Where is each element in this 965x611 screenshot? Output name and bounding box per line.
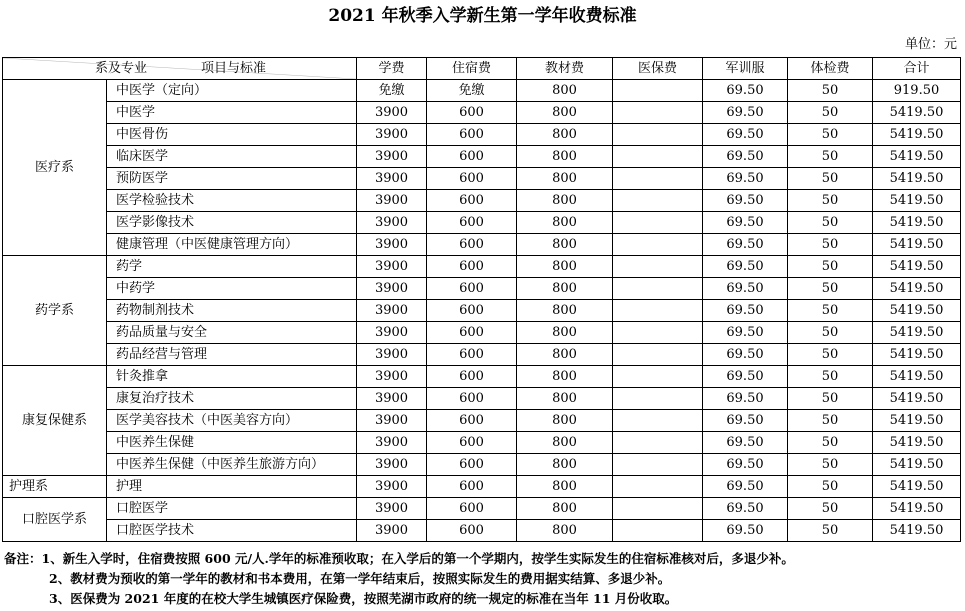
uniform-cell: 69.50 (703, 432, 788, 454)
uniform-cell: 69.50 (703, 322, 788, 344)
uniform-cell: 69.50 (703, 168, 788, 190)
textbook-cell: 800 (517, 212, 613, 234)
total-cell: 5419.50 (873, 212, 961, 234)
textbook-cell: 800 (517, 498, 613, 520)
major-cell: 口腔医学技术 (107, 520, 357, 542)
major-cell: 药品经营与管理 (107, 344, 357, 366)
accommodation-cell: 600 (427, 256, 517, 278)
header-tuition: 学费 (357, 58, 427, 80)
notes-section (4, 549, 962, 609)
textbook-cell: 800 (517, 278, 613, 300)
accommodation-cell: 600 (427, 432, 517, 454)
medical-insurance-cell (613, 256, 703, 278)
textbook-cell: 800 (517, 476, 613, 498)
major-cell: 临床医学 (107, 146, 357, 168)
total-cell: 5419.50 (873, 366, 961, 388)
accommodation-cell: 600 (427, 102, 517, 124)
uniform-cell: 69.50 (703, 80, 788, 102)
tuition-cell: 3900 (357, 454, 427, 476)
medical-insurance-cell (613, 102, 703, 124)
header-corner-item-label: 项目与标准 (201, 61, 267, 76)
total-cell: 919.50 (873, 80, 961, 102)
physical-exam-cell: 50 (788, 146, 873, 168)
table-row (3, 322, 961, 344)
uniform-cell: 69.50 (703, 366, 788, 388)
medical-insurance-cell (613, 146, 703, 168)
note-1: 备注：1、新生入学时，住宿费按照 600 元/人.学年的标准预收取；在入学后的第一个学期内，按学生实际发生的住宿标准核对后，多退少补。 (4, 551, 794, 566)
accommodation-cell: 600 (427, 388, 517, 410)
tuition-cell: 3900 (357, 124, 427, 146)
medical-insurance-cell (613, 124, 703, 146)
table-row (3, 366, 961, 388)
physical-exam-cell: 50 (788, 520, 873, 542)
textbook-cell: 800 (517, 366, 613, 388)
fee-table-body (3, 80, 961, 542)
textbook-cell: 800 (517, 300, 613, 322)
textbook-cell: 800 (517, 168, 613, 190)
total-cell: 5419.50 (873, 102, 961, 124)
table-row (3, 520, 961, 542)
medical-insurance-cell (613, 344, 703, 366)
uniform-cell: 69.50 (703, 344, 788, 366)
textbook-cell: 800 (517, 124, 613, 146)
physical-exam-cell: 50 (788, 454, 873, 476)
medical-insurance-cell (613, 366, 703, 388)
accommodation-cell: 600 (427, 212, 517, 234)
table-row (3, 168, 961, 190)
textbook-cell: 800 (517, 322, 613, 344)
medical-insurance-cell (613, 190, 703, 212)
total-cell: 5419.50 (873, 388, 961, 410)
medical-insurance-cell (613, 432, 703, 454)
tuition-cell: 3900 (357, 102, 427, 124)
uniform-cell: 69.50 (703, 300, 788, 322)
tuition-cell: 3900 (357, 190, 427, 212)
accommodation-cell: 600 (427, 366, 517, 388)
physical-exam-cell: 50 (788, 190, 873, 212)
total-cell: 5419.50 (873, 256, 961, 278)
tuition-cell: 3900 (357, 498, 427, 520)
tuition-cell: 3900 (357, 388, 427, 410)
uniform-cell: 69.50 (703, 498, 788, 520)
note-2: 2、教材费为预收的第一学年的教材和书本费用，在第一学年结束后，按照实际发生的费用据实结算、多退少补。 (49, 571, 671, 586)
tuition-cell: 3900 (357, 366, 427, 388)
major-cell: 预防医学 (107, 168, 357, 190)
department-cell: 护理系 (3, 476, 107, 498)
accommodation-cell: 600 (427, 520, 517, 542)
tuition-cell: 3900 (357, 432, 427, 454)
major-cell: 针灸推拿 (107, 366, 357, 388)
uniform-cell: 69.50 (703, 410, 788, 432)
table-row (3, 124, 961, 146)
header-row (3, 58, 961, 80)
department-cell: 口腔医学系 (3, 498, 107, 542)
note-3: 3、医保费为 2021 年度的在校大学生城镇医疗保险费，按照芜湖市政府的统一规定的标准在当年 11 月份收取。 (49, 591, 678, 606)
table-row (3, 498, 961, 520)
tuition-cell: 3900 (357, 212, 427, 234)
tuition-cell: 3900 (357, 344, 427, 366)
major-cell: 口腔医学 (107, 498, 357, 520)
physical-exam-cell: 50 (788, 124, 873, 146)
table-row (3, 344, 961, 366)
header-textbook: 教材费 (517, 58, 613, 80)
major-cell: 中医学 (107, 102, 357, 124)
uniform-cell: 69.50 (703, 102, 788, 124)
major-cell: 护理 (107, 476, 357, 498)
medical-insurance-cell (613, 498, 703, 520)
textbook-cell: 800 (517, 80, 613, 102)
uniform-cell: 69.50 (703, 190, 788, 212)
diagonal-line (3, 58, 356, 79)
physical-exam-cell: 50 (788, 102, 873, 124)
total-cell: 5419.50 (873, 234, 961, 256)
table-row (3, 476, 961, 498)
tuition-cell: 免缴 (357, 80, 427, 102)
medical-insurance-cell (613, 476, 703, 498)
textbook-cell: 800 (517, 432, 613, 454)
header-corner-dept-label: 系及专业 (95, 61, 148, 76)
uniform-cell: 69.50 (703, 256, 788, 278)
tuition-cell: 3900 (357, 278, 427, 300)
accommodation-cell: 600 (427, 476, 517, 498)
physical-exam-cell: 50 (788, 498, 873, 520)
header-uniform: 军训服 (703, 58, 788, 80)
major-cell: 药学 (107, 256, 357, 278)
physical-exam-cell: 50 (788, 322, 873, 344)
table-row (3, 190, 961, 212)
total-cell: 5419.50 (873, 476, 961, 498)
table-row (3, 80, 961, 102)
medical-insurance-cell (613, 234, 703, 256)
medical-insurance-cell (613, 410, 703, 432)
uniform-cell: 69.50 (703, 278, 788, 300)
table-row (3, 278, 961, 300)
accommodation-cell: 600 (427, 454, 517, 476)
medical-insurance-cell (613, 278, 703, 300)
major-cell: 健康管理（中医健康管理方向） (107, 234, 357, 256)
tuition-cell: 3900 (357, 476, 427, 498)
total-cell: 5419.50 (873, 124, 961, 146)
uniform-cell: 69.50 (703, 388, 788, 410)
medical-insurance-cell (613, 212, 703, 234)
total-cell: 5419.50 (873, 146, 961, 168)
department-cell: 医疗系 (3, 80, 107, 256)
physical-exam-cell: 50 (788, 432, 873, 454)
physical-exam-cell: 50 (788, 234, 873, 256)
accommodation-cell: 600 (427, 190, 517, 212)
total-cell: 5419.50 (873, 410, 961, 432)
major-cell: 医学影像技术 (107, 212, 357, 234)
physical-exam-cell: 50 (788, 344, 873, 366)
accommodation-cell: 600 (427, 146, 517, 168)
major-cell: 中医骨伤 (107, 124, 357, 146)
major-cell: 药品质量与安全 (107, 322, 357, 344)
uniform-cell: 69.50 (703, 520, 788, 542)
accommodation-cell: 免缴 (427, 80, 517, 102)
tuition-cell: 3900 (357, 322, 427, 344)
uniform-cell: 69.50 (703, 146, 788, 168)
accommodation-cell: 600 (427, 344, 517, 366)
tuition-cell: 3900 (357, 146, 427, 168)
physical-exam-cell: 50 (788, 388, 873, 410)
textbook-cell: 800 (517, 520, 613, 542)
physical-exam-cell: 50 (788, 410, 873, 432)
textbook-cell: 800 (517, 410, 613, 432)
header-accommodation: 住宿费 (427, 58, 517, 80)
physical-exam-cell: 50 (788, 278, 873, 300)
major-cell: 中医养生保健 (107, 432, 357, 454)
textbook-cell: 800 (517, 454, 613, 476)
uniform-cell: 69.50 (703, 234, 788, 256)
total-cell: 5419.50 (873, 168, 961, 190)
textbook-cell: 800 (517, 388, 613, 410)
major-cell: 药物制剂技术 (107, 300, 357, 322)
total-cell: 5419.50 (873, 520, 961, 542)
uniform-cell: 69.50 (703, 476, 788, 498)
medical-insurance-cell (613, 80, 703, 102)
total-cell: 5419.50 (873, 498, 961, 520)
total-cell: 5419.50 (873, 278, 961, 300)
uniform-cell: 69.50 (703, 124, 788, 146)
physical-exam-cell: 50 (788, 256, 873, 278)
total-cell: 5419.50 (873, 454, 961, 476)
uniform-cell: 69.50 (703, 212, 788, 234)
total-cell: 5419.50 (873, 344, 961, 366)
accommodation-cell: 600 (427, 124, 517, 146)
total-cell: 5419.50 (873, 190, 961, 212)
tuition-cell: 3900 (357, 168, 427, 190)
textbook-cell: 800 (517, 146, 613, 168)
physical-exam-cell: 50 (788, 366, 873, 388)
physical-exam-cell: 50 (788, 300, 873, 322)
table-row (3, 432, 961, 454)
page-title: 2021 年秋季入学新生第一学年收费标准 (328, 6, 637, 26)
table-row (3, 410, 961, 432)
table-row (3, 256, 961, 278)
table-row (3, 234, 961, 256)
accommodation-cell: 600 (427, 300, 517, 322)
medical-insurance-cell (613, 388, 703, 410)
header-medical-insurance: 医保费 (613, 58, 703, 80)
tuition-cell: 3900 (357, 256, 427, 278)
accommodation-cell: 600 (427, 168, 517, 190)
accommodation-cell: 600 (427, 322, 517, 344)
accommodation-cell: 600 (427, 498, 517, 520)
medical-insurance-cell (613, 520, 703, 542)
table-row (3, 388, 961, 410)
uniform-cell: 69.50 (703, 454, 788, 476)
department-cell: 药学系 (3, 256, 107, 366)
major-cell: 医学检验技术 (107, 190, 357, 212)
major-cell: 中医学（定向） (107, 80, 357, 102)
unit-label: 单位：元 (904, 37, 957, 52)
textbook-cell: 800 (517, 102, 613, 124)
medical-insurance-cell (613, 454, 703, 476)
fee-table (2, 57, 961, 542)
textbook-cell: 800 (517, 344, 613, 366)
physical-exam-cell: 50 (788, 476, 873, 498)
accommodation-cell: 600 (427, 234, 517, 256)
medical-insurance-cell (613, 300, 703, 322)
header-corner-cell (3, 58, 357, 80)
accommodation-cell: 600 (427, 410, 517, 432)
medical-insurance-cell (613, 168, 703, 190)
total-cell: 5419.50 (873, 300, 961, 322)
tuition-cell: 3900 (357, 410, 427, 432)
textbook-cell: 800 (517, 190, 613, 212)
medical-insurance-cell (613, 322, 703, 344)
major-cell: 中药学 (107, 278, 357, 300)
table-row (3, 454, 961, 476)
table-row (3, 102, 961, 124)
physical-exam-cell: 50 (788, 80, 873, 102)
table-row (3, 300, 961, 322)
major-cell: 医学美容技术（中医美容方向） (107, 410, 357, 432)
textbook-cell: 800 (517, 234, 613, 256)
major-cell: 中医养生保健（中医养生旅游方向） (107, 454, 357, 476)
total-cell: 5419.50 (873, 432, 961, 454)
accommodation-cell: 600 (427, 278, 517, 300)
header-total: 合计 (873, 58, 961, 80)
total-cell: 5419.50 (873, 322, 961, 344)
tuition-cell: 3900 (357, 300, 427, 322)
tuition-cell: 3900 (357, 520, 427, 542)
department-cell: 康复保健系 (3, 366, 107, 476)
header-physical-exam: 体检费 (788, 58, 873, 80)
table-row (3, 146, 961, 168)
physical-exam-cell: 50 (788, 212, 873, 234)
tuition-cell: 3900 (357, 234, 427, 256)
physical-exam-cell: 50 (788, 168, 873, 190)
table-row (3, 212, 961, 234)
textbook-cell: 800 (517, 256, 613, 278)
major-cell: 康复治疗技术 (107, 388, 357, 410)
